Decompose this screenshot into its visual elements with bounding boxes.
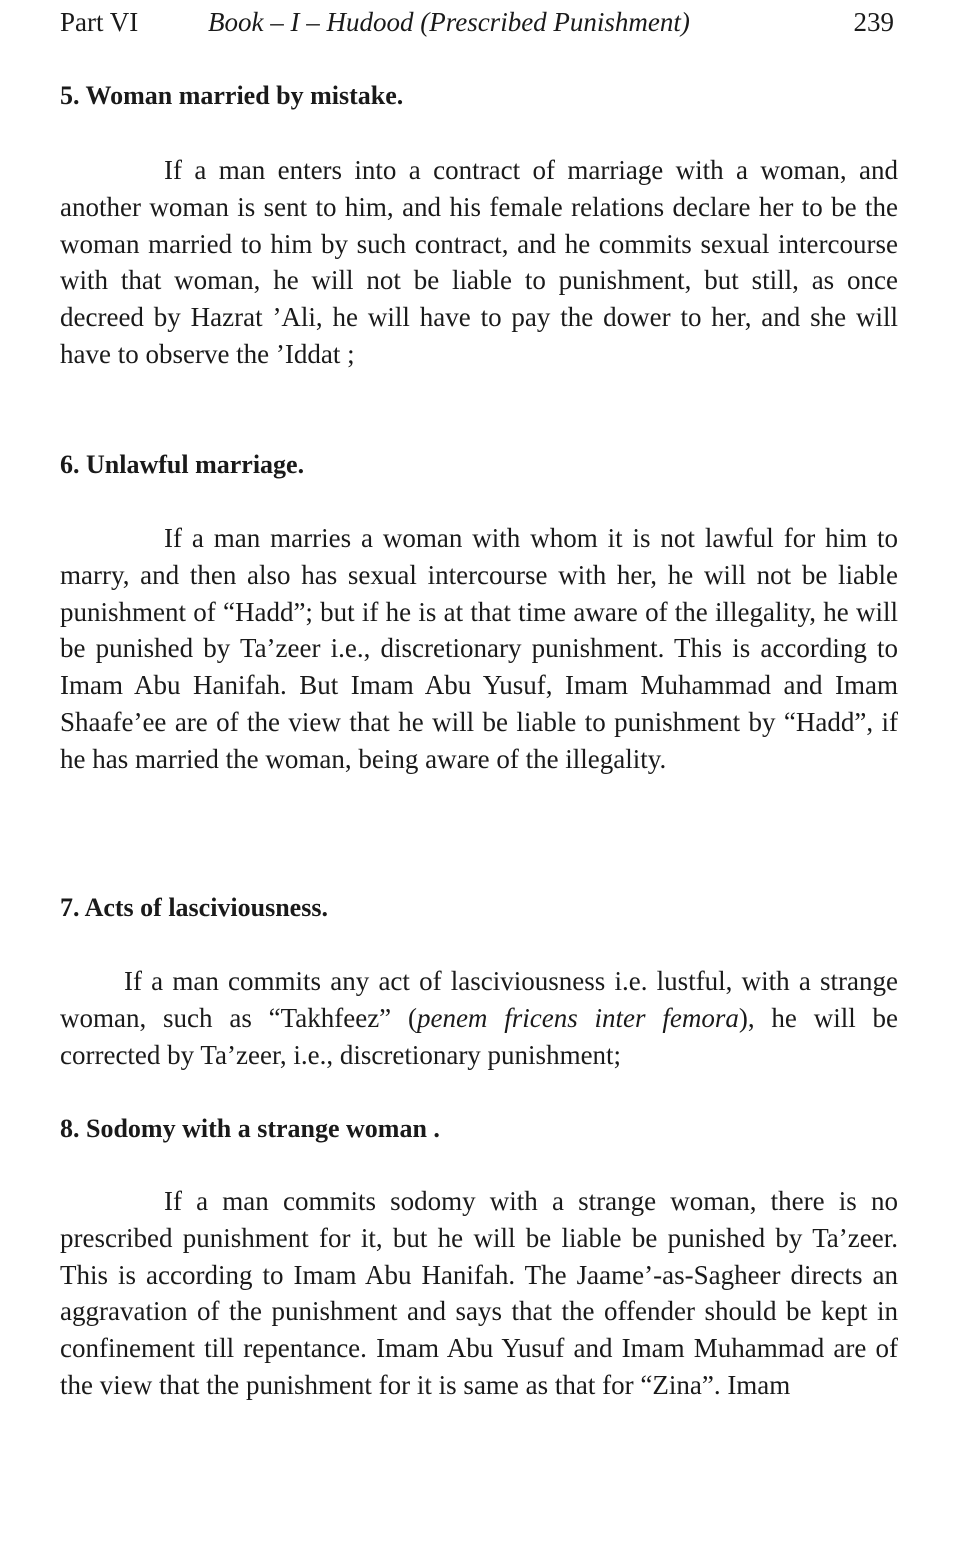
running-header — [60, 4, 898, 40]
section-heading: 8. Sodomy with a strange woman . — [60, 1114, 440, 1143]
section-6 — [60, 447, 898, 774]
section-paragraph: If a man marries a woman with whom it is not lawful for him to marry, and then also has sexual intercourse with her, he will not be liable punishment of “Hadd”; but if he is at that time aware of the illegality, he will be punished by Ta’zeer i.e., discretionary punishment. This is according to Imam Abu Hanifah. But Imam Abu Yusuf, Imam Muhammad and Imam Shaafe’ee are of the view that he will be liable to punishment by “Hadd”, if he has married the woman, being aware of the illegality. — [60, 523, 898, 774]
section-paragraph: If a man enters into a contract of marriage with a woman, and another woman is sent to him, and his female relations declare her to be the woman married to him by such contract, and he commits sexual intercourse with that woman, he will not be liable to punishment, but still, as once decreed by Hazrat ’Ali, he will have to pay the dower to her, and she will have to observe the ’Iddat ; — [60, 155, 898, 369]
section-7 — [60, 890, 898, 1070]
section-heading: 5. Woman married by mistake. — [60, 81, 404, 110]
header-part-label: Part VI — [60, 7, 139, 37]
paragraph-text: ), he will be corrected by Ta’zeer, i.e., discretionary punishment; — [60, 1002, 898, 1070]
page-number: 239 — [853, 7, 894, 37]
section-heading: 7. Acts of lasciviousness. — [60, 893, 328, 922]
section-paragraph — [60, 963, 898, 1073]
section-heading: 6. Unlawful marriage. — [60, 450, 305, 479]
header-book-title: Book – I – Hudood (Prescribed Punishment) — [208, 7, 690, 37]
section-paragraph: If a man commits sodomy with a strange woman, there is no prescribed punishment for it, but he will be liable be punished by Ta’zeer. This is according to Imam Abu Hanifah. The Jaame’-as-Sagheer directs an aggravation of the punishment and says that the offender should be kept in confinement till repentance. Imam Abu Yusuf and Imam Muhammad are of the view that the punishment for it is same as that for “Zina”. Imam — [60, 1186, 898, 1400]
latin-phrase: penem fricens inter femora — [416, 1002, 739, 1033]
section-5 — [60, 78, 898, 369]
paragraph-text: If a man commits any act of lasciviousness i.e. lustful, with a strange woman, such as “Takhfeez” ( — [60, 966, 898, 1033]
section-8 — [60, 1111, 898, 1400]
